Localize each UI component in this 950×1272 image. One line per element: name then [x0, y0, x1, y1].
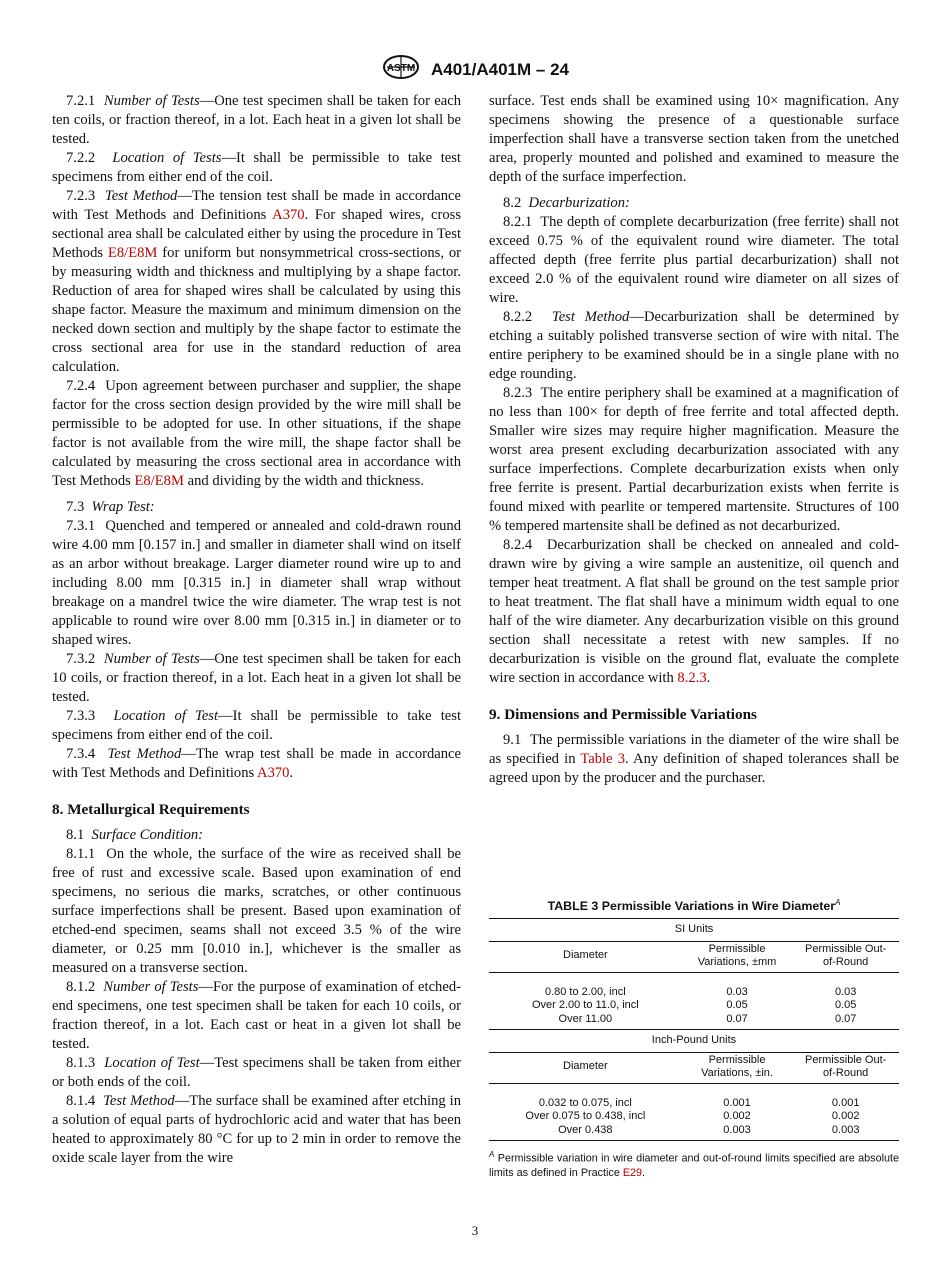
paragraph-8-1-4-continued: surface. Test ends shall be examined using 10× magnification. Any specimens showing the presence of a questionable surface imperfection shall have a transverse section taken from the unetched area, properly mounted and polished and examined to measure the depth of the surface imperfection.: [489, 93, 899, 185]
link-table-3[interactable]: Table 3: [580, 751, 626, 767]
table-row: Over 0.438 0.003 0.003: [489, 1124, 899, 1141]
paragraph-7-2-3: 7.2.3 Test Method—The tension test shall be made in accordance with Test Methods and Definitions A370. For shaped wires, cross sectional area shall be calculated either by using the procedure in Test Methods E8/E8M for uniform but nonsymmetrical cross-sections, or by measuring width and thickness and multiplying by a shape factor. Reduction of area for shaped wires shall be calculated by using this shape factor. Measure the maximum and minimum dimension on the necked down section and multiply by the shape factor to estimate the cross sectional area for use in the standard reduction of area calculation.: [52, 188, 462, 375]
column-header-out-of-round: Permissible Out- of-Round: [792, 941, 899, 972]
paragraph-7-2-4: 7.2.4 Upon agreement between purchaser and supplier, the shape factor for the cross section design provided by the wire mill shall be permissible to be adopted for use. In other situations, if the shape factor is not available from the wire mill, the shape factor shall be calculated by measuring the cross sectional area in accordance with Test Methods E8/E8M and dividing by the width and thickness.: [52, 378, 461, 489]
paragraph-8-2-1: 8.2.1 The depth of complete decarburization (free ferrite) shall not exceed 0.75 % of the equivalent round wire diameter. The total affected depth (free ferrite plus partial decarburization) shall not exceed 2.0 % of the equivalent round wire diameter on all sizes of wire.: [489, 214, 899, 306]
table-header-row: [489, 941, 899, 972]
inch-pound-units-label: Inch-Pound Units: [651, 1034, 737, 1047]
table-footnote: $^A$ Permissible variation in wire diameter and out-of-round limits specified are absolute limits as defined in Practice E29.: [489, 1150, 899, 1179]
column-header-diameter: Diameter: [489, 1052, 682, 1083]
paragraph-7-3: 7.3 Wrap Test:: [66, 499, 155, 515]
paragraph-8-2-2: 8.2.2 Test Method—Decarburization shall be determined by etching a suitably polished transverse section of wire with nital. The entire periphery to be examined should be in a single plane with no edge rounding.: [489, 309, 899, 382]
paragraph-7-3-3: 7.3.3 Location of Test—It shall be permissible to take test specimens from either end of the coil.: [52, 708, 462, 743]
paragraph-9-1: 9.1 The permissible variations in the diameter of the wire shall be as specified in Table 3. Any definition of shaped tolerances shall be agreed upon by the producer and the purchaser.: [489, 732, 899, 786]
document-designation: A401/A401M – 24: [431, 59, 569, 79]
paragraph-7-3-1: 7.3.1 Quenched and tempered or annealed and cold-drawn round wire 4.00 mm [0.157 in.] and smaller in diameter shall wind on itself as an arbor without breakage. Larger diameter round wire up to and including 8.00 mm [0.315 in.] in diameter shall wrap without breakage on a mandrel twice the wire diameter. The wrap test is not applicable to round wire over 8.00 mm [0.315 in.] in diameter or to shaped wires.: [52, 518, 461, 648]
paragraph-8-1-4: 8.1.4 Test Method—The surface shall be examined after etching in a solution of equal parts of hydrochloric acid and water that has been heated to approximately 80 °C for up to 2 min in order to remove the oxide scale layer from the wire: [52, 1093, 462, 1166]
column-header-diameter: Diameter: [489, 941, 682, 972]
paragraph-8-1-3: 8.1.3 Location of Test—Test specimens shall be taken from either or both ends of the coil.: [52, 1055, 461, 1090]
paragraph-8-1: 8.1 Surface Condition:: [66, 827, 204, 843]
column-header-out-of-round: Permissible Out- of-Round: [792, 1052, 899, 1083]
section-heading-9: 9. Dimensions and Permissible Variations: [489, 706, 757, 723]
column-header-variations: Permissible Variations, ±mm: [682, 941, 793, 972]
paragraph-8-1-2: 8.1.2 Number of Tests—For the purpose of examination of etched-end specimens, one test specimen shall be taken for each 10 coils, or fraction thereof, in a lot. Each cast or heat in a given lot shall be tested.: [52, 979, 461, 1052]
link-8-2-3[interactable]: 8.2.3: [677, 670, 707, 686]
paragraph-8-1-1: 8.1.1 On the whole, the surface of the wire as received shall be free of rust and excessive scale. Based upon examination of end specimens, no serious die marks, scratches, or other continuous surface imperfections shall be present. Based upon examination of etched-end specimen, seams shall not exceed 3.5 % of the wire diameter, or 0.25 mm [0.010 in.], whichever is the smaller as measured on a transverse section.: [52, 846, 462, 976]
table-row: 0.80 to 2.00, incl 0.03 0.03: [544, 985, 857, 998]
table-3: [489, 898, 899, 1180]
paragraph-7-3-2: 7.3.2 Number of Tests—One test specimen shall be taken for each 10 coils, or fraction thereof, in a lot. Each heat in a given lot shall be tested.: [52, 651, 462, 705]
table-row: Over 11.00 0.07 0.07: [489, 1013, 899, 1030]
table-row: Over 0.075 to 0.438, incl 0.002 0.002: [525, 1110, 860, 1123]
table-header-row: [489, 1052, 899, 1083]
link-e8-e8m[interactable]: E8/E8M: [134, 473, 184, 489]
link-a370[interactable]: A370: [272, 207, 305, 223]
paragraph-7-2-1: 7.2.1 Number of Tests—One test specimen shall be taken for each ten coils, or fraction thereof, in a lot. Each heat in a given lot shall be tested.: [52, 93, 462, 147]
section-heading-8: 8. Metallurgical Requirements: [52, 801, 250, 818]
table-row: Over 2.00 to 11.0, incl 0.05 0.05: [531, 999, 857, 1012]
link-e8-e8m[interactable]: E8/E8M: [107, 245, 158, 261]
si-units-label: SI Units: [489, 919, 899, 942]
column-header-variations: Permissible Variations, ±in.: [682, 1052, 793, 1083]
link-e29[interactable]: E29: [622, 1166, 643, 1179]
astm-logo-icon: [381, 54, 421, 85]
svg-text:ASTM: ASTM: [386, 63, 416, 74]
table-title: TABLE 3 Permissible Variations in Wire Diameter$^A$: [547, 898, 841, 914]
table-row: 0.032 to 0.075, incl 0.001 0.001: [538, 1096, 860, 1109]
link-a370[interactable]: A370: [257, 765, 290, 781]
paragraph-8-2: 8.2 Decarburization:: [503, 195, 630, 211]
left-column: [52, 92, 461, 1168]
page-header: [0, 54, 950, 85]
paragraph-8-2-3: 8.2.3 The entire periphery shall be examined at a magnification of no less than 100× for depth of free ferrite and total affected depth. Smaller wire sizes may require higher magnification. Measure the worst area present excluding decarburization associated with any surface imperfections. Complete decarburization exists when only free ferrite is present. Partial decarburization exists when ferrite is found mixed with pearlite or tempered martensite. Structures of 100 % tempered martensite shall be defined as not decarburized.: [489, 385, 899, 534]
right-column: [489, 92, 899, 788]
page-number: 3: [471, 1223, 479, 1238]
paragraph-7-3-4: 7.3.4 Test Method—The wrap test shall be made in accordance with Test Methods and Definitions A370.: [52, 746, 462, 781]
table-3-grid: [489, 918, 899, 1141]
paragraph-8-2-4: 8.2.4 Decarburization shall be checked on annealed and cold-drawn wire by giving a wire sample an austenitize, oil quench and temper heat treatment. A flat shall be ground on the test sample prior to heat treatment. The flat shall have a minimum width equal to one half of the wire diameter. Any decarburization visible on this ground section shall necessitate a retest with new samples. If no decarburization is visible on the ground flat, evaluate the complete wire section in accordance with 8.2.3.: [489, 537, 899, 686]
paragraph-7-2-2: 7.2.2 Location of Tests—It shall be permissible to take test specimens from either end of the coil.: [52, 150, 461, 185]
